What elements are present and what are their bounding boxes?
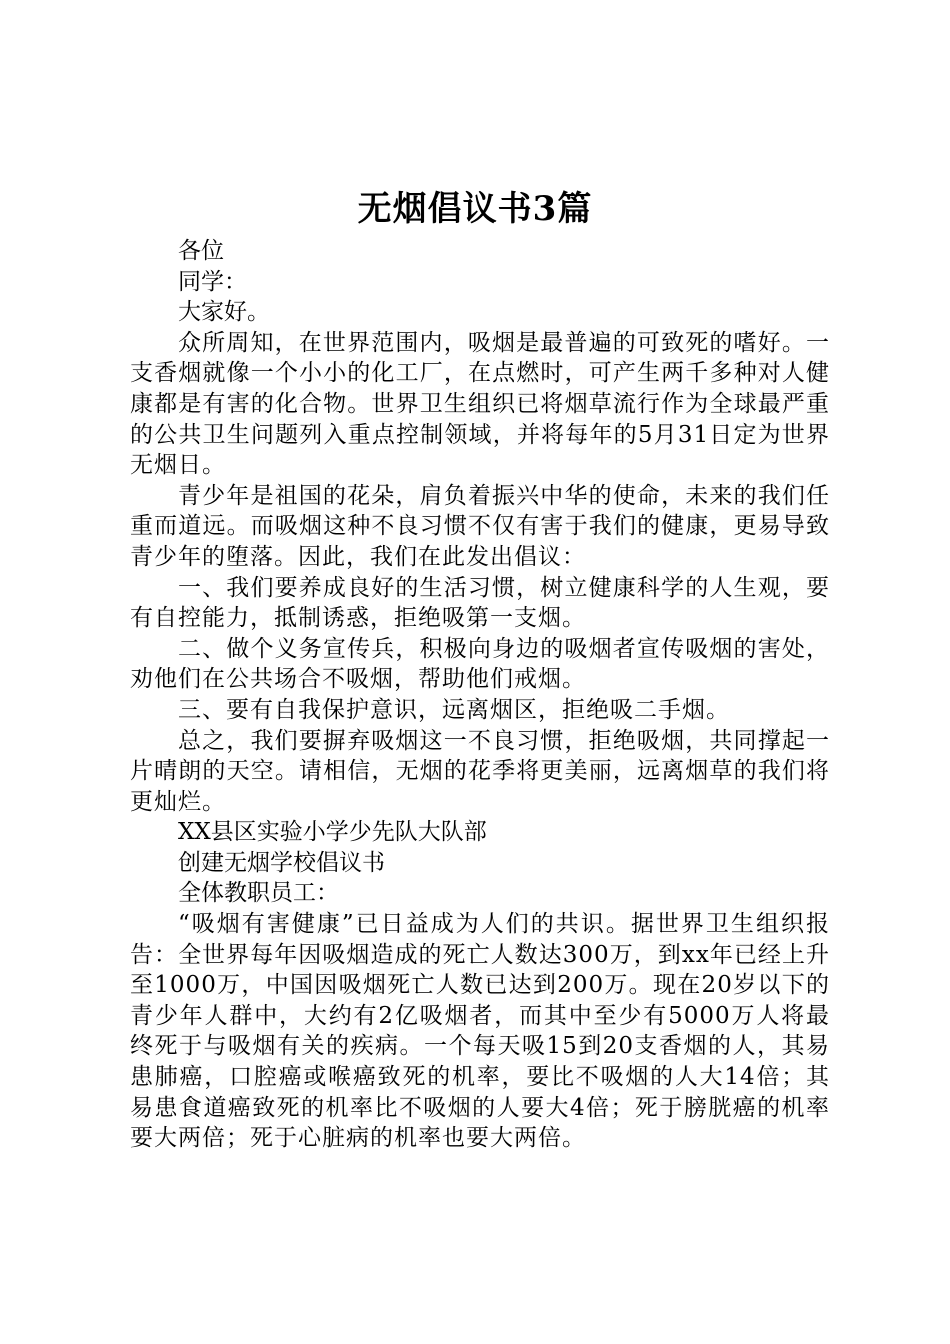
paragraph-statistics: “吸烟有害健康”已日益成为人们的共识。据世界卫生组织报告：全世界每年因吸烟造成的死亡人数达300万，到xx年已经上升至1000万，中国因吸烟死亡人数已达到200万。现在20岁以下的青少年人群中，大约有2亿吸烟者，而其中至少有5000万人将最终死于与吸烟有关的疾病。一个每天吸15到20支香烟的人，其易患肺癌，口腔癌或喉癌致死的机率，要比不吸烟的人大14倍；其易患食道癌致死的机率比不吸烟的人要大4倍；死于膀胱癌的机率要大两倍；死于心脏病的机率也要大两倍。 xyxy=(130,911,830,1152)
salutation-line-3: 全体教职员工： xyxy=(178,880,339,907)
paragraph-youth: 青少年是祖国的花朵，肩负着振兴中华的使命，未来的我们任重而道远。而吸烟这种不良习惯不仅有害于我们的健康，更易导致青少年的堕落。因此，我们在此发出倡议： xyxy=(130,482,830,570)
salutation-line-1: 各位 xyxy=(178,238,224,264)
document-body xyxy=(130,236,830,1154)
paragraph-proposal-1: 一、我们要养成良好的生活习惯，树立健康科学的人生观，要有自控能力，抵制诱惑，拒绝吸第一支烟。 xyxy=(130,574,830,632)
signature-line: XX县区实验小学少先队大队部 xyxy=(178,819,487,846)
paragraph-proposal-3: 三、要有自我保护意识，远离烟区，拒绝吸二手烟。 xyxy=(178,696,730,723)
document-title: 无烟倡议书3篇 xyxy=(357,189,593,229)
paragraph-conclusion: 总之，我们要摒弃吸烟这一不良习惯，拒绝吸烟，共同撑起一片晴朗的天空。请相信，无烟的花季将更美丽，远离烟草的我们将更灿烂。 xyxy=(130,727,830,815)
salutation-line-2: 同学： xyxy=(178,268,247,295)
paragraph-intro: 众所周知，在世界范围内，吸烟是最普遍的可致死的嗜好。一支香烟就像一个小小的化工厂，在点燃时，可产生两千多种对人健康都是有害的化合物。世界卫生组织已将烟草流行作为全球最严重的公共卫生问题列入重点控制领域，并将每年的5月31日定为世界无烟日。 xyxy=(130,329,830,479)
greeting-line: 大家好。 xyxy=(178,299,270,326)
paragraph-proposal-2: 二、做个义务宣传兵，积极向身边的吸烟者宣传吸烟的害处，劝他们在公共场合不吸烟，帮助他们戒烟。 xyxy=(130,635,830,693)
section-heading: 创建无烟学校倡议书 xyxy=(178,849,385,876)
